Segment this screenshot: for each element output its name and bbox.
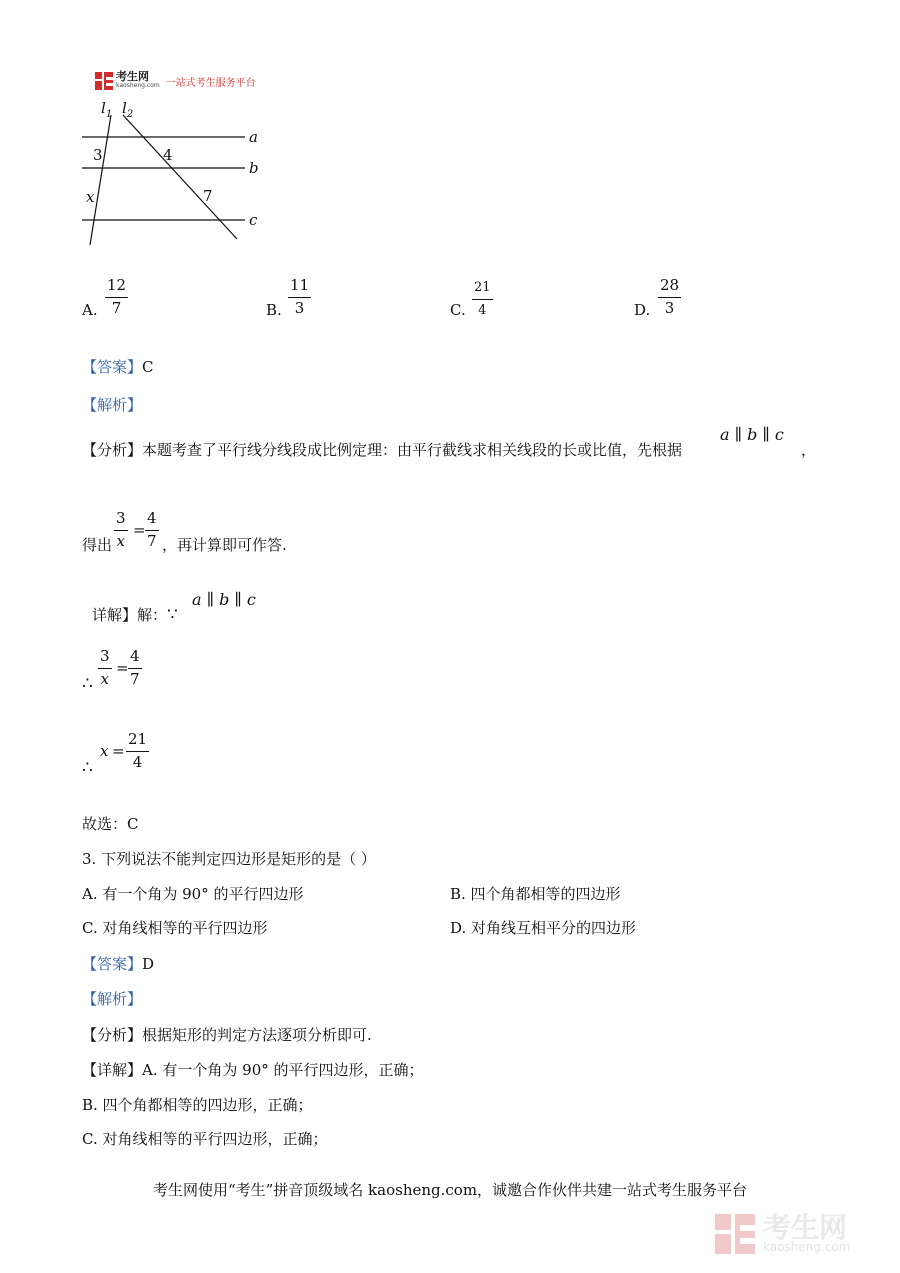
q2-deduce-suffix: ，再计算即可作答. [162, 536, 287, 554]
option-c-letter: C. [450, 301, 466, 319]
q2-deduce-eq: = [133, 521, 146, 539]
q2-answer: 【答案】C [82, 358, 154, 376]
footer-text: 考生网使用“考生”拼音顶级域名 kaosheng.com，诚邀合作伙伴共建一站式考生服务平台 [152, 1181, 748, 1199]
q2-deduce-frac1: 3 x [116, 509, 126, 550]
option-d-letter: D. [634, 301, 651, 319]
q2-step1-frac1: 3 x [100, 647, 110, 688]
label-3: 3 [93, 146, 103, 164]
logo-name: 考生网 [116, 70, 149, 83]
q2-step2-therefore: ∴ [82, 758, 93, 778]
q3-detail-line-3: C. 对角线相等的平行四边形，正确； [82, 1130, 328, 1148]
q2-step2-lhs: x [100, 742, 109, 760]
q3-fenxi: 【分析】根据矩形的判定方法逐项分析即可. [82, 1026, 372, 1044]
watermark-mark-icon [715, 1214, 755, 1254]
label-l2: $l_2$ [122, 99, 134, 120]
label-a: a [249, 128, 258, 146]
q3-option-b: B. 四个角都相等的四边形 [450, 885, 621, 903]
option-a-fraction: 12 7 [107, 276, 127, 317]
q2-fenxi: 【分析】本题考查了平行线分线段成比例定理：由平行截线求相关线段的长或比值，先根据 [82, 441, 683, 459]
label-l1: $l_1$ [101, 99, 113, 120]
header-logo [95, 72, 256, 90]
watermark-name: 考生网 [763, 1211, 848, 1244]
logo-slogan: 一站式考生服务平台 [165, 77, 256, 89]
label-b: b [249, 159, 259, 177]
logo-mark-icon [95, 72, 113, 90]
q2-deduce-prefix: 得出 [82, 536, 113, 554]
q2-step1-therefore: ∴ [82, 674, 93, 694]
q2-fenxi-parallel: a ∥ b ∥ c [720, 425, 784, 444]
option-b-letter: B. [266, 301, 282, 319]
q3-stem: 3. 下列说法不能判定四边形是矩形的是（ ） [82, 850, 376, 868]
q3-detail-line-2: B. 四个角都相等的四边形，正确； [82, 1096, 313, 1114]
q2-detail-parallel: a ∥ b ∥ c [192, 590, 256, 609]
label-4: 4 [163, 146, 173, 164]
q2-step1-eq: = [116, 659, 129, 677]
watermark-domain: kaosheng.com [763, 1240, 851, 1254]
q2-step2-eq: = [112, 742, 125, 760]
label-c: c [249, 211, 258, 229]
line-l1 [90, 115, 111, 245]
option-a-letter: A. [82, 301, 98, 319]
option-d-fraction: 28 3 [660, 276, 680, 317]
q3-detail-line-1: 【详解】A. 有一个角为 90° 的平行四边形，正确； [82, 1061, 424, 1079]
logo-domain: kaosheng.com [116, 82, 160, 89]
q2-step2-frac: 21 4 [128, 730, 148, 771]
q2-analysis-tag: 【解析】 [82, 396, 143, 414]
q2-choose: 故选：C [82, 815, 139, 833]
watermark [715, 1211, 851, 1254]
q3-option-c: C. 对角线相等的平行四边形 [82, 919, 268, 937]
option-c-fraction: 21 4 [474, 280, 491, 318]
q2-detail: 详解】解：∵ [92, 605, 178, 625]
q2-deduce-frac2: 4 7 [147, 509, 157, 550]
q3-option-a: A. 有一个角为 90° 的平行四边形 [82, 885, 304, 903]
q2-fenxi-comma: ， [801, 441, 817, 459]
label-x: x [86, 188, 95, 206]
option-b-fraction: 11 3 [290, 276, 310, 317]
q3-analysis-tag: 【解析】 [82, 990, 143, 1008]
label-7: 7 [203, 187, 213, 205]
q2-step1-frac2: 4 7 [130, 647, 140, 688]
q3-answer: 【答案】D [82, 955, 155, 973]
q3-option-d: D. 对角线互相平分的四边形 [450, 919, 637, 937]
